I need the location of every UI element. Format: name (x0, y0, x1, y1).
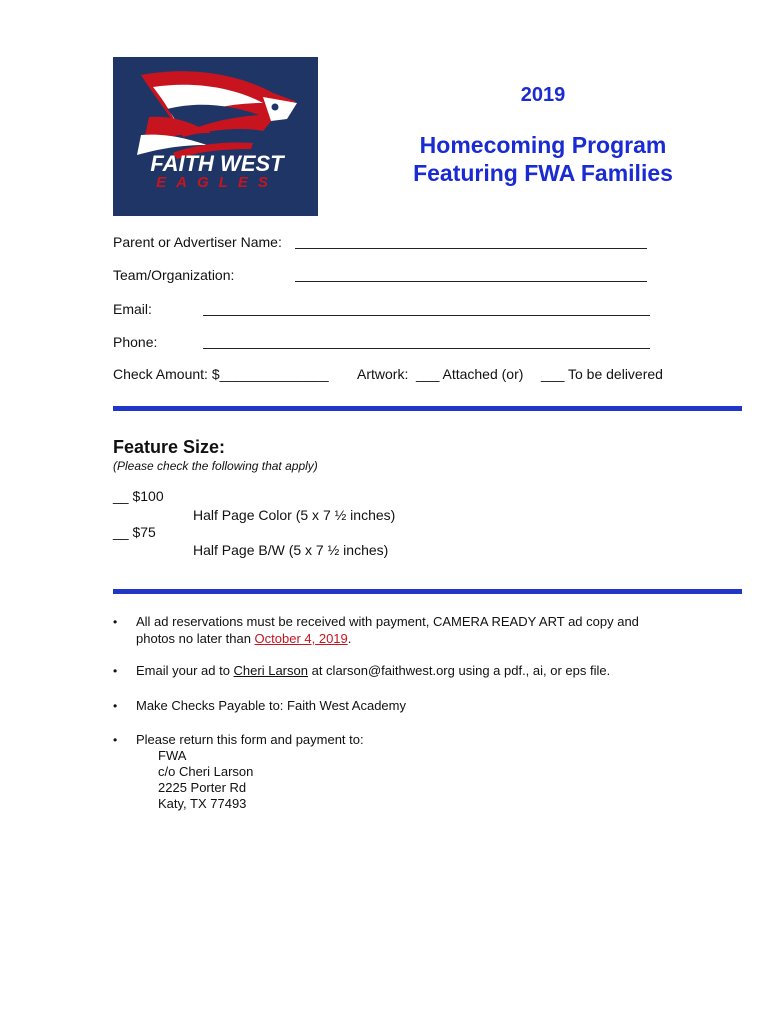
eagle-icon (113, 57, 318, 216)
address-line: 2225 Porter Rd (158, 780, 247, 795)
artwork-delivered-option[interactable]: ___ To be delivered (541, 366, 663, 382)
check-amount-field[interactable]: Check Amount: $______________ (113, 366, 329, 382)
team-field[interactable] (295, 281, 647, 282)
page-title (390, 131, 696, 187)
reservation-text-line1: All ad reservations must be received with payment, CAMERA READY ART ad copy and (136, 614, 639, 629)
title-line-2: Featuring FWA Families (413, 160, 673, 186)
reservation-text-line2 (136, 631, 351, 647)
payable-text: Make Checks Payable to: Faith West Academy (136, 698, 406, 713)
bullet-icon: • (113, 664, 118, 678)
logo-line1: FAITH WEST (150, 151, 284, 176)
email-field[interactable] (203, 315, 650, 316)
faith-west-eagles-logo (113, 57, 318, 216)
phone-field[interactable] (203, 348, 650, 349)
parent-name-label: Parent or Advertiser Name: (113, 234, 282, 250)
parent-name-field[interactable] (295, 248, 647, 249)
artwork-label: Artwork: (357, 366, 409, 382)
logo-line2: EAGLES (156, 174, 278, 191)
address-line: FWA (158, 748, 187, 763)
return-instructions: Please return this form and payment to: (136, 732, 364, 747)
deadline-date: October 4, 2019 (254, 631, 348, 646)
program-year: 2019 (520, 84, 566, 106)
feature-size-heading: Feature Size: (113, 437, 226, 457)
address-line: Katy, TX 77493 (158, 796, 247, 811)
option-100-desc: Half Page Color (5 x 7 ½ inches) (193, 507, 396, 523)
email-text-suffix: at clarson@faithwest.org using a pdf., ai, or eps file. (307, 663, 611, 678)
option-75-desc: Half Page B/W (5 x 7 ½ inches) (193, 542, 389, 558)
reservation-text-prefix: photos no later than (136, 631, 255, 646)
address-line: c/o Cheri Larson (158, 764, 254, 779)
divider-rule (113, 406, 742, 411)
phone-label: Phone: (113, 334, 158, 350)
artwork-attached-option[interactable]: ___ Attached (or) (416, 366, 524, 382)
feature-size-note: (Please check the following that apply) (113, 459, 318, 473)
reservation-text-suffix: . (347, 631, 352, 646)
email-label: Email: (113, 301, 152, 317)
email-text-prefix: Email your ad to (136, 663, 234, 678)
option-100-check[interactable]: __ $100 (113, 488, 164, 504)
title-line-1: Homecoming Program (419, 132, 667, 158)
divider-rule (113, 589, 742, 594)
team-label: Team/Organization: (113, 267, 235, 283)
email-instructions (136, 663, 610, 679)
contact-name-link[interactable]: Cheri Larson (233, 663, 308, 678)
bullet-icon: • (113, 615, 118, 629)
option-75-check[interactable]: __ $75 (113, 524, 156, 540)
bullet-icon: • (113, 733, 118, 747)
bullet-icon: • (113, 699, 118, 713)
